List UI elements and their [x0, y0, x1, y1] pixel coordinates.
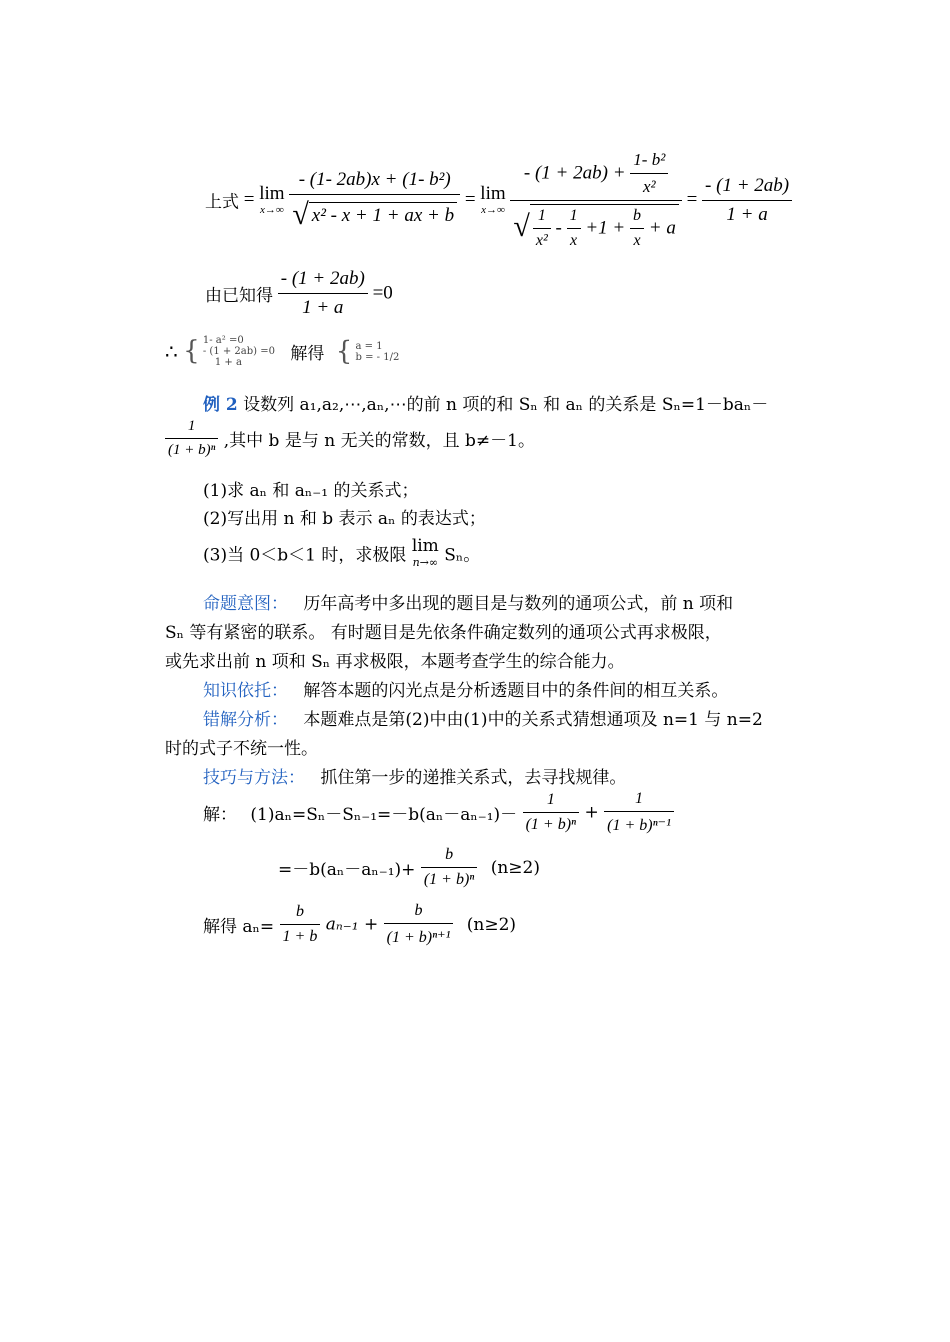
- fraction-1: $\frac{\text{- (1- 2ab)x + (1- b²)}}{\text{√ x² - x + 1 + ax + b}}$: [289, 169, 460, 232]
- lim-operator: lim x→∞: [259, 183, 285, 216]
- equation-system: ∴ { 1- a² =0 - (1 + 2ab) =0 1 + a 解得 { a = 1 b = - 1/2: [165, 335, 400, 368]
- question-3: (3)当 0＜b＜1 时，求极限 lim n→∞ Sₙ。: [203, 536, 481, 569]
- example-label: 例 2: [203, 395, 238, 415]
- example-2-line-1: 例 2 设数列 a₁,a₂,⋯,aₙ,⋯的前 n 项的和 Sₙ 和 aₙ 的关系是 Sₙ=1－baₙ－: [203, 395, 769, 415]
- error-line-2: 时的式子不统一性。: [165, 739, 318, 759]
- equation-limit-main: 上式 = lim x→∞ $\frac{\text{- (1- 2ab)x + (1- b²)}}{\text{√ x² - x + 1 + ax + b}}$ = lim x→∞ - (1 + 2ab) + $\frac{\text{1- b²}}{\text{x²}}$ √ $\frac{1}{\text{x²}}$ - $\frac{1}{x}$ +1 + $\frac{b}{x}$ + a = $\frac{- (1 + 2ab)}{1 + a}$: [205, 150, 792, 250]
- example-fraction: $\frac{1}{\text{(1 + b)ⁿ}}$: [165, 418, 218, 459]
- method-label: 技巧与方法：: [203, 768, 305, 788]
- solution-line-3: 解得 aₙ= $\frac{b}{1 + b}$ aₙ₋₁ + $\frac{b}{\text{(1 + b)ⁿ⁺¹}}$ (n≥2): [203, 902, 517, 946]
- example-2-line-2: $\frac{1}{\text{(1 + b)ⁿ}}$ ,其中 b 是与 n 无关的常数，且 b≠－1。: [165, 418, 535, 459]
- question-2: (2)写出用 n 和 b 表示 aₙ 的表达式；: [203, 509, 486, 529]
- error-line-1: 错解分析： 本题难点是第(2)中由(1)中的关系式猜想通项及 n=1 与 n=2: [203, 710, 763, 730]
- solution-line-1: 解： (1)aₙ=Sₙ－Sₙ₋₁=－b(aₙ－aₙ₋₁)－ $\frac{1}{\text{(1 + b)ⁿ}}$ + $\frac{1}{\text{(1 + b)ⁿ⁻¹}}$: [203, 790, 674, 835]
- eq1-lhs: 上式: [205, 192, 239, 213]
- basis-line: 知识依托： 解答本题的闪光点是分析透题目中的条件间的相互关系。: [203, 681, 729, 701]
- equation-known: 由已知得 $\frac{- (1 + 2ab)}{1 + a}$ =0: [205, 268, 393, 318]
- lim-operator-q3: lim n→∞: [411, 536, 439, 569]
- fraction-3: $\frac{- (1 + 2ab)}{1 + a}$: [702, 175, 792, 226]
- intent-line-2: Sₙ 等有紧密的联系。 有时题目是先依条件确定数列的通项公式再求极限，: [165, 623, 722, 643]
- lim-operator-2: lim x→∞: [480, 183, 506, 216]
- method-line: 技巧与方法： 抓住第一步的递推关系式，去寻找规律。: [203, 768, 627, 788]
- solution-line-2: =－b(aₙ－aₙ₋₁)+ $\frac{b}{\text{(1 + b)ⁿ}}$ (n≥2): [278, 846, 540, 888]
- solution-fraction-4: $\frac{b}{1 + b}$: [280, 903, 321, 946]
- solution-fraction-5: $\frac{b}{\text{(1 + b)ⁿ⁺¹}}$: [384, 902, 454, 947]
- solution-fraction-1: $\frac{1}{\text{(1 + b)ⁿ}}$: [523, 791, 580, 834]
- intent-label: 命题意图：: [203, 594, 288, 614]
- question-1: (1)求 aₙ 和 aₙ₋₁ 的关系式；: [203, 481, 419, 501]
- solution-fraction-3: $\frac{b}{\text{(1 + b)ⁿ}}$: [421, 846, 478, 889]
- solution-fraction-2: $\frac{1}{\text{(1 + b)ⁿ⁻¹}}$: [604, 790, 674, 835]
- intent-line-1: 命题意图： 历年高考中多出现的题目是与数列的通项公式，前 n 项和: [203, 594, 734, 614]
- system-2: { a = 1 b = - 1/2: [335, 336, 400, 366]
- system-1: { 1- a² =0 - (1 + 2ab) =0 1 + a: [183, 335, 275, 368]
- error-label: 错解分析：: [203, 710, 288, 730]
- fraction-known: $\frac{- (1 + 2ab)}{1 + a}$: [278, 268, 368, 319]
- basis-label: 知识依托：: [203, 681, 288, 701]
- fraction-2: - (1 + 2ab) + $\frac{\text{1- b²}}{\text{x²}}$ √ $\frac{1}{\text{x²}}$ - $\frac{1}{x}$ +1 + $\frac{b}{x}$ + a: [510, 150, 681, 250]
- intent-line-3: 或先求出前 n 项和 Sₙ 再求极限，本题考查学生的综合能力。: [165, 652, 625, 672]
